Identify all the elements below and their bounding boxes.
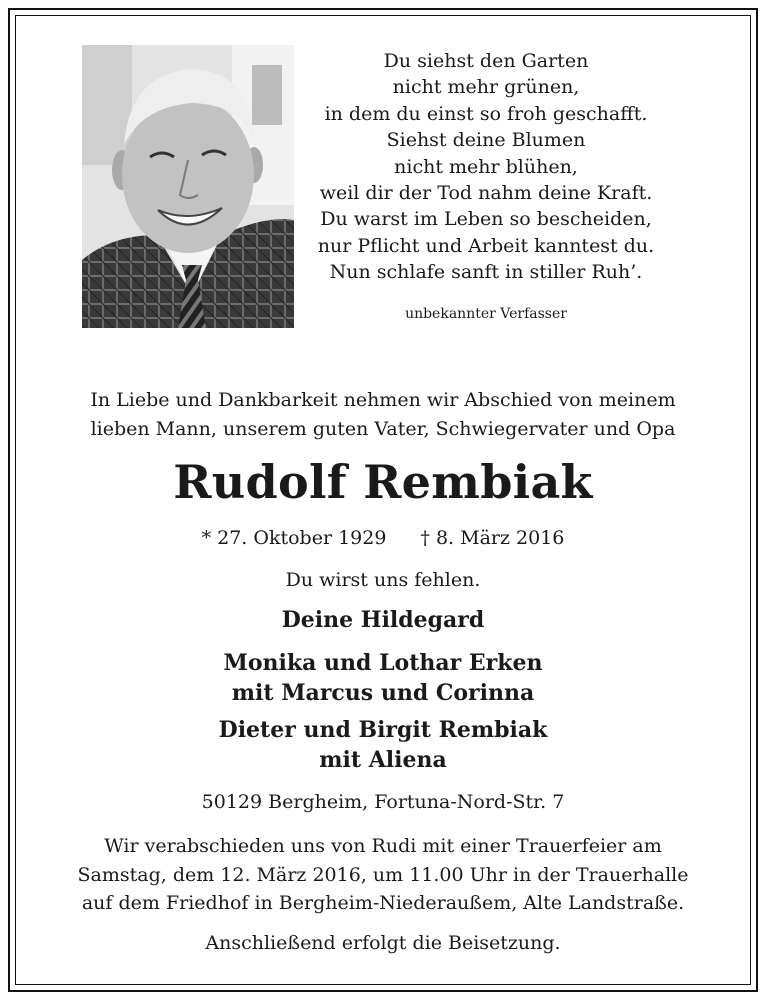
birth-date: * 27. Oktober 1929 <box>201 527 387 549</box>
family-group-2-line-2: mit Aliena <box>319 747 447 773</box>
ceremony-line-3: auf dem Friedhof in Bergheim-Niederaußem, Alte Landstraße. <box>81 892 685 914</box>
memorial-poem <box>300 48 672 286</box>
family-address: 50129 Bergheim, Fortuna-Nord-Str. 7 <box>201 791 565 813</box>
farewell-line: Du wirst uns fehlen. <box>285 569 481 591</box>
poem-line: Nun schlafe sanft in stiller Ruh’. <box>329 261 643 284</box>
poem-line: nicht mehr grünen, <box>392 76 580 99</box>
family-group-2-line-1: Dieter und Birgit Rembiak <box>218 717 548 743</box>
poem-line: Du siehst den Garten <box>383 50 589 72</box>
poem-line: weil dir der Tod nahm deine Kraft. <box>319 182 653 205</box>
family-group-2 <box>30 715 736 775</box>
ceremony-line-1: Wir verabschieden uns von Rudi mit einer Trauerfeier am <box>104 835 662 857</box>
poem-line: nicht mehr blühen, <box>394 155 578 178</box>
death-date: † 8. März 2016 <box>420 527 565 549</box>
burial-note: Anschließend erfolgt die Beisetzung. <box>205 932 561 954</box>
poem-line: Du warst im Leben so bescheiden, <box>320 208 652 231</box>
family-group-1 <box>30 648 736 708</box>
intro-text <box>30 386 736 444</box>
poem-author: unbekannter Verfasser <box>405 306 567 322</box>
ceremony-line-2: Samstag, dem 12. März 2016, um 11.00 Uhr in der Trauerhalle <box>77 863 689 886</box>
family-group-1-line-2: mit Marcus und Corinna <box>231 680 535 706</box>
poem-line: nur Pflicht und Arbeit kanntest du. <box>317 234 655 257</box>
portrait-photo <box>82 45 294 328</box>
poem-line: in dem du einst so froh geschafft. <box>324 102 648 125</box>
family-wife: Deine Hildegard <box>281 607 485 633</box>
family-group-1-line-1: Monika und Lothar Erken <box>223 650 543 676</box>
intro-line-2: lieben Mann, unserem guten Vater, Schwiegervater und Opa <box>90 418 676 440</box>
deceased-name: Rudolf Rembiak <box>173 455 593 509</box>
poem-line: Siehst deine Blumen <box>386 129 586 152</box>
intro-line-1: In Liebe und Dankbarkeit nehmen wir Abschied von meinem <box>90 389 676 411</box>
life-dates <box>30 524 736 552</box>
ceremony-info <box>30 832 736 918</box>
